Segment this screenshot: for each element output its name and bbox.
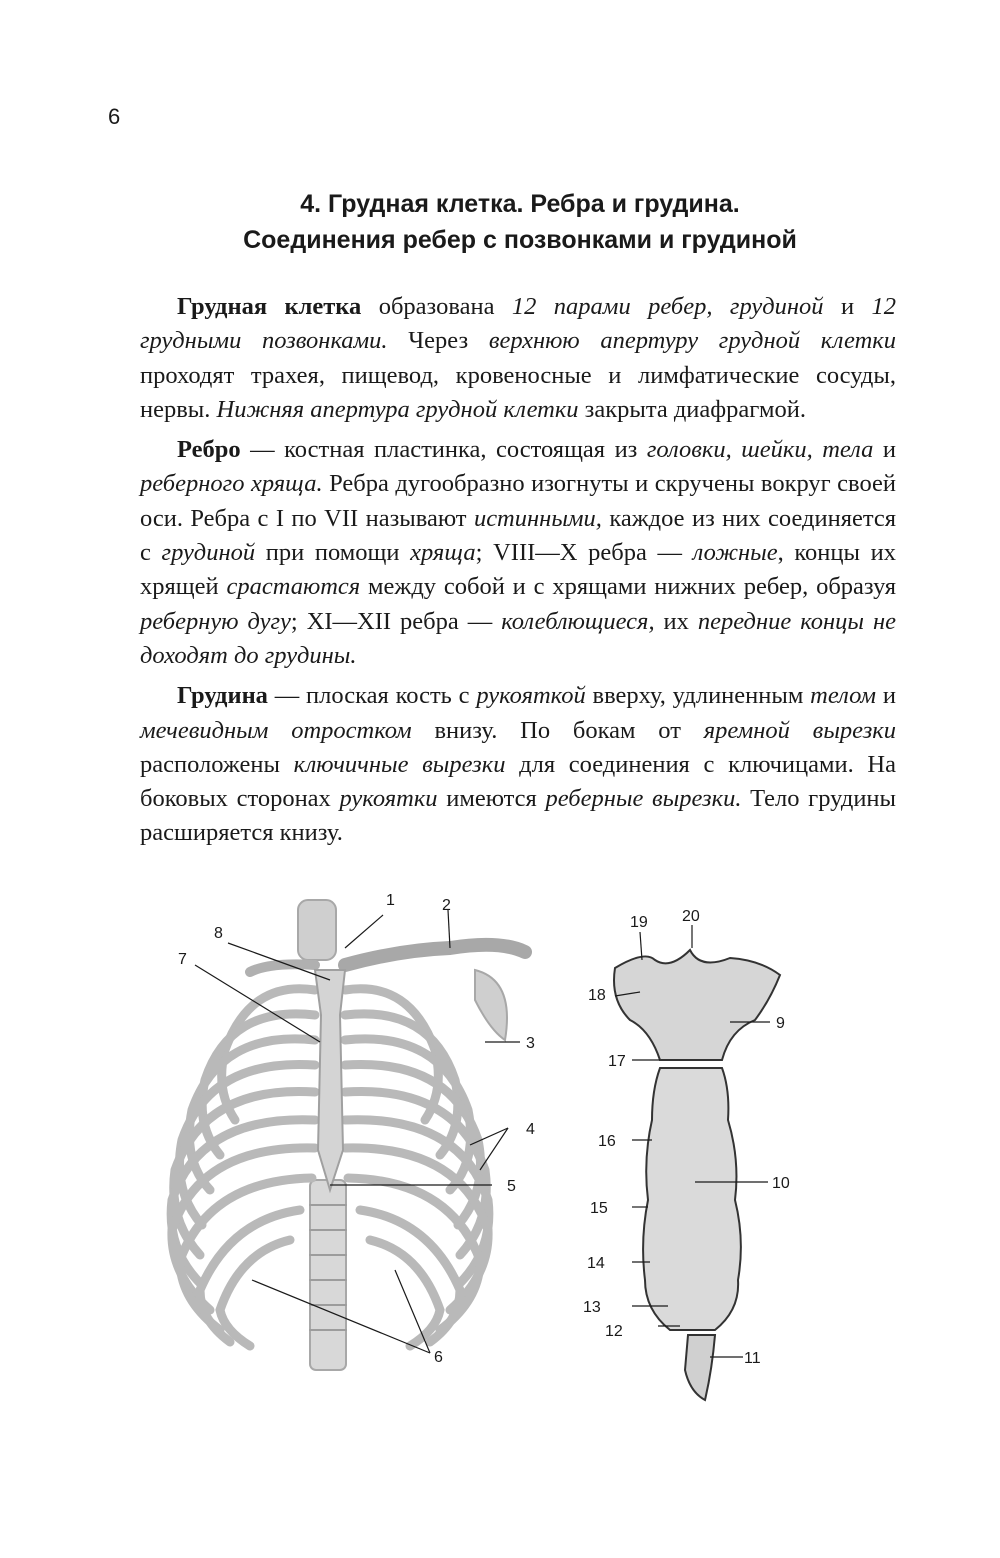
anatomy-figure (140, 880, 900, 1420)
figure-label: 10 (772, 1175, 790, 1192)
text-run: вверху, удлиненным (585, 682, 811, 710)
figure-label: 4 (526, 1121, 535, 1138)
text-run: для соединения с ключицами. На боковых сторонах (140, 750, 896, 813)
text-run: передние концы не доходят до грудины. (140, 607, 896, 669)
figure-label: 6 (434, 1349, 443, 1366)
text-run: верхнюю апертуру грудной клетки (488, 327, 896, 355)
section-heading-line-2: Соединения ребер с позвонками и грудиной (243, 226, 797, 254)
text-run: имеются (437, 785, 546, 813)
text-run: расположены (140, 750, 294, 778)
figure-label: 7 (178, 951, 187, 968)
figure-label: 3 (526, 1035, 535, 1052)
text-run: реберного хряща. (140, 470, 323, 498)
text-run: яремной вырезки (703, 716, 896, 744)
text-run: ; XI—XII ребра — (290, 607, 502, 635)
text-run: ключичные вырезки (293, 750, 506, 778)
figure-label: 9 (776, 1015, 785, 1032)
figure-label: 2 (442, 897, 451, 914)
text-run: Грудная клетка (177, 293, 362, 320)
figure-label: 20 (682, 908, 700, 925)
page-number: 6 (108, 104, 121, 129)
text-run: и (873, 436, 896, 464)
text-run: головки, шейки, тела (646, 436, 874, 464)
figure-label: 18 (588, 987, 606, 1004)
text-run: 12 грудными позвонками. (140, 293, 896, 355)
text-run: и (823, 293, 872, 320)
text-run: — плоская кость с (267, 682, 477, 710)
text-run: при помощи (255, 539, 411, 567)
text-run: внизу. По бокам от (411, 716, 704, 744)
paragraph-rib (140, 433, 896, 673)
text-run: грудиной (161, 539, 256, 567)
text-run: каждое из них соединяется с (140, 504, 896, 567)
paragraph-thorax (140, 290, 896, 427)
figure-label: 15 (590, 1200, 608, 1217)
text-run: Нижняя апертура грудной клетки (216, 395, 579, 423)
text-run: Через (387, 327, 489, 355)
body-text (140, 290, 896, 857)
text-run: Грудина (177, 682, 268, 710)
text-run: рукояткой (476, 682, 586, 710)
figure-label: 8 (214, 925, 223, 942)
text-run: Ребра дугообразно изогнуты и скручены вокруг своей оси. Ребра с I по VII называют (140, 470, 896, 532)
figure-label: 13 (583, 1299, 601, 1316)
text-run: — костная пластинка, состоящая из (240, 436, 647, 464)
text-run: проходят трахея, пищевод, кровеносные и лимфатические сосуды, нервы. (140, 361, 896, 423)
text-run: , концы их хрящей (140, 539, 896, 601)
text-run: истинными, (473, 504, 602, 532)
figure-label: 5 (507, 1178, 516, 1195)
figure-label: 16 (598, 1133, 616, 1150)
text-run: и (876, 682, 896, 710)
text-run: реберную дугу (140, 607, 291, 635)
text-run: реберные вырезки. (545, 785, 742, 813)
text-run: закрыта диафрагмой. (578, 395, 806, 423)
text-run: колеблющиеся, (501, 607, 655, 635)
thorax-illustration (171, 900, 525, 1370)
sternum-illustration (614, 950, 780, 1400)
paragraph-sternum (140, 679, 896, 850)
figure-label: 14 (587, 1255, 605, 1272)
section-heading-line-1: 4. Грудная клетка. Ребра и грудина. (300, 190, 740, 218)
text-run: Ребро (177, 436, 241, 464)
figure-label: 11 (744, 1350, 761, 1367)
text-run: ; VIII—X ребра — (475, 539, 693, 567)
figure-label: 1 (386, 892, 395, 909)
figure-label: 12 (605, 1323, 623, 1340)
figure-label: 17 (608, 1053, 626, 1070)
text-run: мечевидным отростком (140, 716, 412, 744)
text-run: образована (361, 293, 512, 320)
text-run: рукоятки (339, 785, 438, 813)
figure-label: 19 (630, 914, 648, 931)
text-run: их (654, 607, 698, 635)
text-run: 12 парами ребер, грудиной (511, 293, 824, 320)
text-run: ложные (692, 539, 778, 567)
text-run: между собой и с хрящами нижних ребер, образуя (360, 573, 897, 601)
text-run: телом (810, 682, 877, 710)
text-run: срастаются (226, 573, 361, 601)
text-run: хряща (410, 539, 476, 567)
text-run: Тело грудины расширяется книзу. (140, 785, 897, 847)
